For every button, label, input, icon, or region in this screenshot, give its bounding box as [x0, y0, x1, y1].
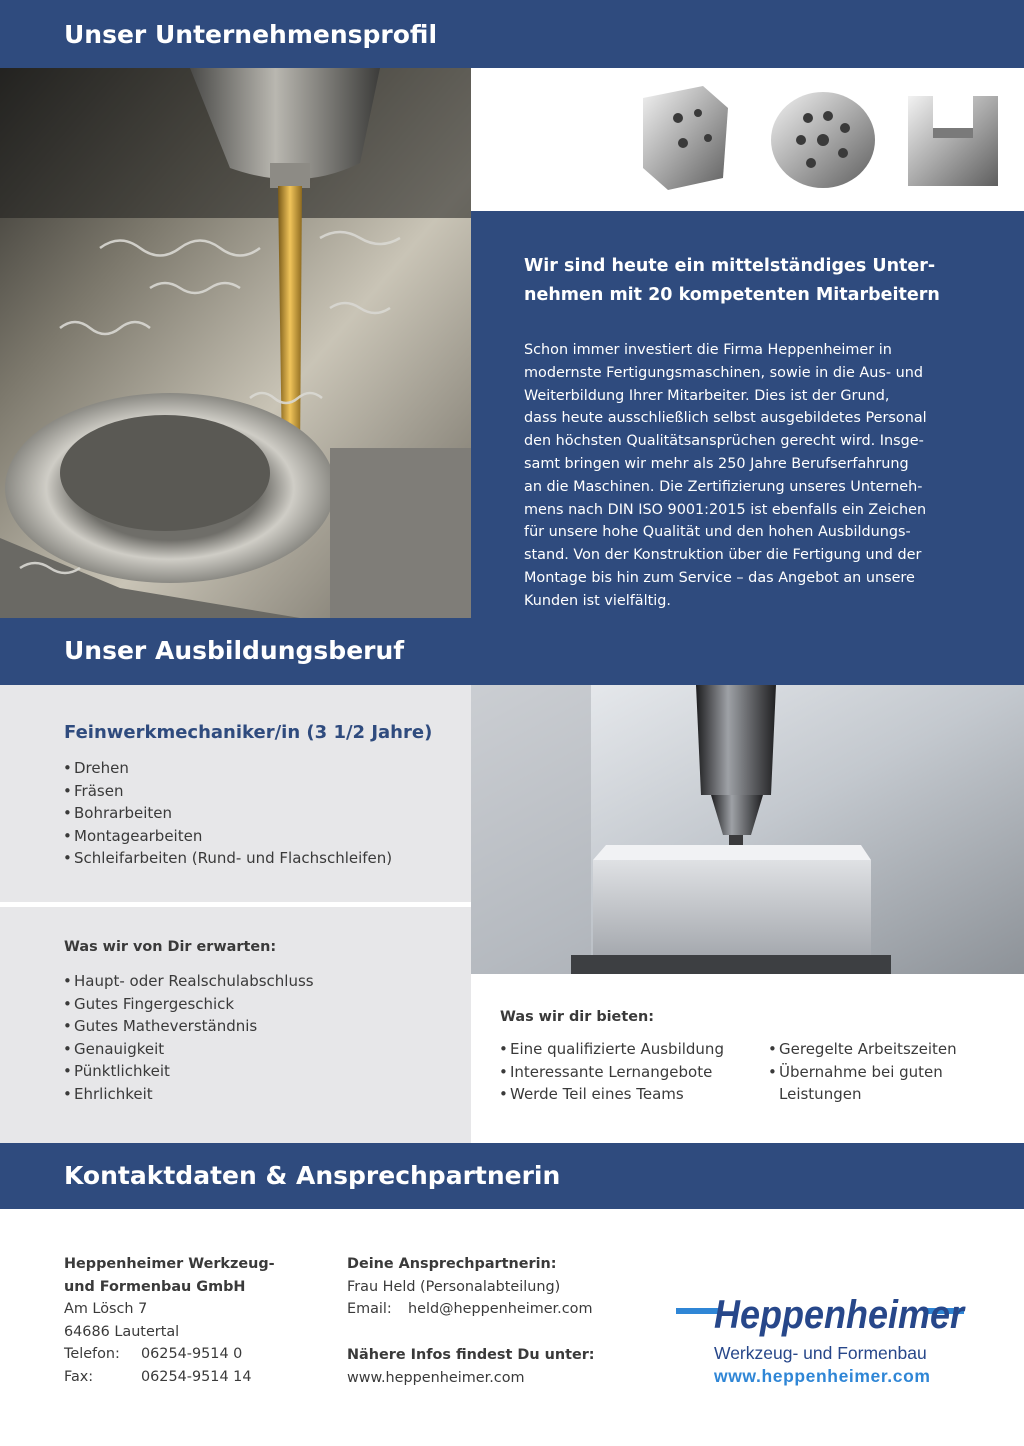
- website-link[interactable]: www.heppenheimer.com: [347, 1369, 525, 1386]
- machined-block-part: [643, 86, 728, 190]
- machined-parts-strip: [623, 68, 1024, 211]
- expectations-title: Was wir von Dir erwarten:: [64, 939, 277, 955]
- list-item: • Ehrlichkeit: [63, 1084, 153, 1103]
- machined-mold-part: [908, 96, 998, 186]
- list-item: • Bohrarbeiten: [63, 804, 173, 823]
- profile-body-line: den höchsten Qualitätsansprüchen gerecht wird. Insge-: [524, 433, 924, 450]
- profile-body-line: an die Maschinen. Die Zertifizierung unseres Unterneh-: [524, 478, 923, 495]
- fax-line: [64, 1366, 275, 1389]
- profile-body-line: für unsere hohe Qualität und den hohen Ausbildungs-: [524, 524, 911, 541]
- email-label: Email:: [347, 1301, 392, 1318]
- job-title: Feinwerkmechaniker/in (3 1/2 Jahre): [64, 722, 433, 743]
- email-link[interactable]: held@heppenheimer.com: [408, 1301, 593, 1318]
- section-title-contact: Kontaktdaten & Ansprechpartnerin: [64, 1161, 561, 1190]
- profile-heading-line: Wir sind heute ein mittelständiges Unter-: [524, 256, 936, 276]
- machined-disc-part: [771, 92, 875, 188]
- logo-url[interactable]: www.heppenheimer.com: [714, 1366, 931, 1386]
- offers-list-right: [768, 1038, 957, 1106]
- profile-body-line: Kunden ist vielfältig.: [524, 592, 671, 609]
- company-name-line: Heppenheimer Werkzeug-: [64, 1256, 275, 1272]
- phone-line: [64, 1343, 275, 1366]
- list-item: • Eine qualifizierte Ausbildung: [499, 1040, 724, 1058]
- profile-heading-line: nehmen mit 20 kompetenten Mitarbeitern: [524, 285, 940, 305]
- profile-body-line: Weiterbildung Ihrer Mitarbeiter. Dies ist der Grund,: [524, 387, 890, 404]
- list-item: Leistungen: [779, 1085, 862, 1104]
- logo-wordmark-graphic: [676, 1290, 976, 1340]
- profile-body-line: Schon immer investiert die Firma Heppenheimer in: [524, 342, 892, 358]
- list-item: • Fräsen: [63, 781, 124, 800]
- more-info-title: Nähere Infos findest Du unter:: [347, 1347, 595, 1363]
- list-item: • Werde Teil eines Teams: [499, 1085, 684, 1104]
- fax-label: Fax:: [64, 1368, 94, 1385]
- milling-photo: [471, 685, 1024, 974]
- email-line: [347, 1298, 592, 1321]
- company-name-line: und Formenbau GmbH: [64, 1278, 246, 1295]
- job-skills-list: [63, 757, 392, 870]
- list-item: • Interessante Lernangebote: [499, 1062, 713, 1081]
- list-item: • Gutes Fingergeschick: [63, 994, 235, 1013]
- offers-title: Was wir dir bieten:: [500, 1009, 654, 1025]
- contact-person-title: Deine Ansprechpartnerin:: [347, 1256, 557, 1272]
- profile-body-line: mens nach DIN ISO 9001:2015 ist ebenfalls ein Zeichen: [524, 501, 927, 518]
- list-item: • Schleifarbeiten (Rund- und Flachschleifen): [63, 849, 393, 868]
- phone-number[interactable]: 06254-9514 0: [141, 1346, 243, 1363]
- company-address: [64, 1253, 275, 1389]
- logo-wordmark: Heppenheimer: [714, 1293, 967, 1337]
- list-item: • Geregelte Arbeitszeiten: [768, 1040, 957, 1058]
- list-item: • Montagearbeiten: [63, 826, 203, 845]
- drilling-photo: [0, 68, 471, 618]
- profile-body-line: stand. Von der Konstruktion über die Fertigung und der: [524, 547, 922, 564]
- fax-number: 06254-9514 14: [141, 1368, 252, 1385]
- profile-body-line: modernste Fertigungsmaschinen, sowie in die Aus- und: [524, 364, 924, 381]
- section-title-training: Unser Ausbildungsberuf: [64, 636, 405, 665]
- contact-person: [347, 1253, 592, 1321]
- street: Am Lösch 7: [64, 1301, 148, 1318]
- profile-body-line: Montage bis hin zum Service – das Angebot an unsere: [524, 569, 915, 586]
- profile-body-text: [524, 339, 954, 613]
- list-item: • Drehen: [63, 759, 129, 777]
- city: 64686 Lautertal: [64, 1323, 180, 1340]
- profile-body-line: dass heute ausschließlich selbst ausgebildetes Personal: [524, 410, 927, 427]
- profile-body-line: samt bringen wir mehr als 250 Jahre Berufserfahrung: [524, 455, 909, 472]
- list-item: • Übernahme bei guten: [768, 1062, 943, 1081]
- section-title-profile: Unser Unternehmensprofil: [64, 20, 438, 49]
- list-item: • Haupt- oder Realschulabschluss: [63, 972, 314, 990]
- list-item: • Pünktlichkeit: [63, 1062, 170, 1081]
- list-item: • Gutes Matheverständnis: [63, 1017, 258, 1036]
- more-info: [347, 1344, 595, 1389]
- expectations-list: [63, 970, 314, 1106]
- profile-heading: [524, 252, 964, 310]
- offers-list-left: [499, 1038, 724, 1106]
- contact-person-name: Frau Held (Personalabteilung): [347, 1278, 561, 1295]
- list-item: • Genauigkeit: [63, 1039, 165, 1058]
- phone-label: Telefon:: [64, 1346, 120, 1363]
- logo-subtitle: Werkzeug- und Formenbau: [714, 1343, 927, 1363]
